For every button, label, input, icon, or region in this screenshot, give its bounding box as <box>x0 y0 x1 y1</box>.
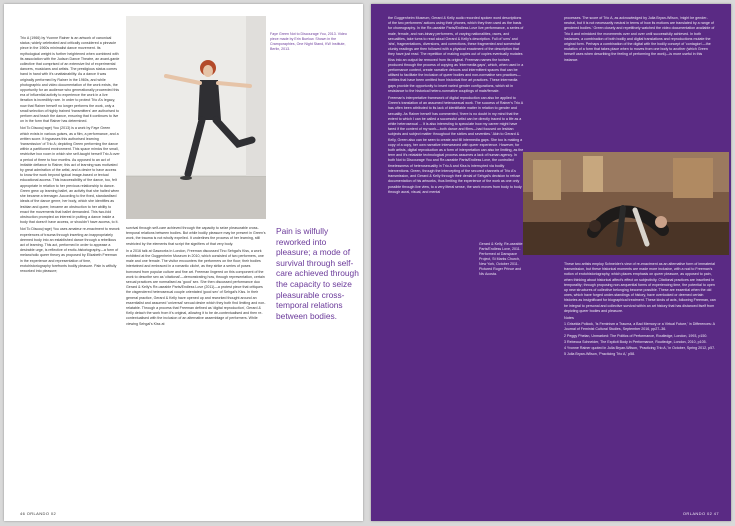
paragraph: Freeman's interpretative framework of digital reproduction can also be applied to Green's translation of an assumed heterosexual work. The success of Rainer's Trio A has often been attributed to its lack of identifiable matter in relation to gender and sexuality. As Rainer herself has commented, 'there is no doubt in my mind that the extent to which I can be called a successful artist can be directly traced to a life as a white heterosexual ... It is also interesting to speculate how my career might have fared if the content of my work—both dance and films—had focused on lesbian subjects and subject matter throughout the sixties and seventies.' Akin to Gerard & Kelly, Green also can be seen to create and fill intermedia gaps. She too is making a copy of a copy, her own narrative interweaved with queer experience. However, for both artists, digital reproduction as a form of interpretation can also be limiting, as the term and it's relatable technological process assumes a lack of human agency. In both Not to Discourage You and Re-useable Parts/Endless Love, the controlled timelessness of heterosexuality in Trio A and Kiss is interrupted via bodily interventions. Green, through the intercepting of the secured channels of Trio A's transmission, and Gerard & Kelly through their denial of Sehgal's decision to refuse documentation of his artworks, thus limiting the experience of the work as one only possible through live view, to a very literal sense, the work moves from body to body through aural, visual, and mental <box>388 96 524 194</box>
right-page <box>371 4 731 521</box>
left-text-column-1 <box>20 36 120 502</box>
note-item: 2 Peggy Phelan, Unmarked: The Politics of Performance, Routledge, London, 1993, p150. <box>564 333 708 338</box>
page-folio-left: 46 ORLANDO 02 <box>20 511 57 516</box>
note-item: 5 Julia Bryan-Wilson, 'Practicing Trio A,' p58. <box>564 352 636 357</box>
note-item: 3 Rebecca Schneider, The Explicit Body in Performance, Routledge, London, 2010, p105. <box>564 339 707 344</box>
right-text-column-2b <box>564 262 716 512</box>
note-item: 1 Griselda Pollock, 'Is Feminism a Trauma, a Bad Memory or a Virtual Future,' in Differences: A Journal of Feminist Cultural Studies, September 2016, pp27–36. <box>564 322 715 332</box>
paragraph: In a 2016 talk at Gasworks in London, Freeman discussed Tino Sehgal's Kiss, a work exhibited at the Guggenheim Museum in 2010, which consisted of two performers, one male and one female. The visitor encounters the performers on the floor; their bodies intertwined and embraced in a romantic cliché, as they strike a series of poses borrowed from popular culture and fine art. Freeman lingered on this component of the work to describe sex as 'citational'—demonstrating how, through representation, certain sexual practices are normalised as 'good' sex. She then discussed performance duo Gerard & Kelly's Re-useable Parts/Endless Love (2011)—a protest piece that critiques the cisgendered heterosexual couple orientated 'good sex' of Sehgal's Kiss. In their general practice, Gerard & Kelly have opened up and reworked thought around an essentialist and assumed 'universal' sexual desire which they both find limiting and non-relatable. Through a process that Freeman defined as 'digital reproduction', Gerard & Kelly detach the work from it's original, allowing it to be de-contextualised and then re-contextualised with the inclusion of an alternative assemblage of performers. While viewing Sehgal's Kiss at <box>126 248 266 326</box>
photo-caption: Gerard & Kelly, Re-useable Parts/Endless Love, 2011. Performed at Danspace Project, St Marks Church, New York, October 2011. Pictured Roger Prince and Niv Acosta. <box>479 242 523 276</box>
paragraph: survival through self-care achieved through the capacity to seize pleasurable cross-temporal relations between bodies. But while bodily pleasure may be present in Green's work, the trauma is not wholly expelled. It underlines the process of her learning, still restricted by the elements that script the signifiers of that very body. <box>126 226 266 246</box>
notes-heading: Notes <box>564 316 574 321</box>
paragraph: processes. The score of Trio A, as acknowledged by Julia Bryan-Wilson, 'might be gender-neutral, but it is not necessarily neutral in terms of how its motions are translated by a range of gendered bodies.' Green closely and repetitively watched the video documentation available of Trio A and mimicked the movements over and over until successfully achieved. In both instances, a combination of both bodily and digital translations and reproductions mutate the original form. Perhaps a combination of the digital with the bodily concept of 'contagion'—the mutation of a form that takes place when to moves from one body to another (which Green herself uses when describing the feeling of performing the work)—is more useful in this instance. <box>564 16 715 62</box>
left-text-column-2 <box>126 226 266 509</box>
pull-quote: Pain is wilfully reworked into pleasure; a mode of survival through self-care achieved through the capacity to seize pleasurable cross-temporal relations between bodies. <box>276 226 359 321</box>
note-item: 4 Yvonne Rainer quoted in Julia Bryan-Wilson, 'Practicing Trio A,' in October, Spring 2012, p57. <box>564 346 716 351</box>
paragraph: Not To Discou(rage) You (2013) is a work by Faye Green which exists in various guises, as a film, a performance, and a written score. It bypasses this authorised learning 'transmission' of Trio A; depicting Green performing the dance within a partitioned environment. This space mimics the small, restrictive box room in which she self-taught herself Trio A over a period of three to four months. As opposed to an act of imitable defiance to Rainer, this act of learning was motivated by great admiration of the artist, and a desire to have access to know the work beyond typical image-based or textual educational access. This inaccessibility of the dance, too, felt appropriate in relation to her previous relationship to dance. Green grew up learning ballet, an activity that she halted when she became a teenager. According to the fixed, standardised ideals of the dance genre, her body, which she identifies as lesbian and queer, became an obstruction to her ability to enact the movements that ballet demanded. This two-fold obstruction prompted an interest in putting a dance inside a body that doesn't have access, or shouldn't have access, to it. <box>20 126 120 225</box>
left-page <box>4 4 363 521</box>
paragraph: Trio A (1966) by Yvonne Rainer is an artwork of canonical status; widely celebrated and critically considered a pinnacle piece in the 1960s minimalist dance movement. Its mythological weight is further heightened when combined with its association with the Judson Dance Theatre, an avant-garde collective that comprised of an extensive list of experimental dancers, musicians and artists. The prestigious status comes hand in hand with it's unattainability. As a dance it was originally performed by Rainer in the 1960s, and while photographic and video documentation of the work exists, the opportunity for an audience who generationally proceeded this era of influential activity to experience the work in a live iteration is incredibly rare. In order to protect Trio A's legacy, now that Rainer herself no longer performs the work, only a small selection of highly trained 'transmitters' are authorised to perform and teach the dance, ensuring that it continues to live on in the form that Rainer has determined. <box>20 36 120 124</box>
page-folio-right: ORLANDO 02 47 <box>682 511 719 516</box>
photo-caption: Faye Green Not to Discourage You, 2013. Video piece made by Erin Buelow. Shown in the Cramporaphies, One Night Stand, KW Institute, Berlin, 2013. <box>270 32 347 51</box>
paragraph: the Guggenheim Museum, Gerard & Kelly audio recorded spoken word descriptions of the two performers' actions using their phones, which they then used as the basis for choreography. In the Re-useable Parts/Endless Love live performance, a series of male, female, and non-binary performers, of varying nationalities, races, and sexualities, take turns to read aloud Gerard & Kelly's description. Full of 'ums' and 'ahs', fragmentations, diversions, and corrections, these fragmented and somewhat clunky readings are then followed with a physical enactment of the description that they have just read. The repetition of making copies out of copies eventually mutates Kiss into an output far removed from its original. Freeman names the toxises produced through the process of copying as 'intermedia gaps', which, when used in a performance context, create narrative detours and intermittent spaces that can be utilised to facilitate the inclusion of queer bodies and non-normative sex practices—entities that have been omitted from historical fine art practices. These intermedia gaps provide the opportunity to insert varied gender configurations, which sit in resistance to the historical hetero-normative couplings of male/female. <box>388 16 524 93</box>
performance-photo <box>523 152 729 255</box>
paragraph: Not To Discou(rage) You uses amateur re-enactment to rework experiences of trauma through inserting an inappropriately deemed body into an established dance through a rebellious act of learning. This act, performed in order to appease a desirable urge, is reflective of erotic-historiography—a form of melancholic queer theory as proposed by Elizabeth Freeman in the experience and representation of time, erotohistoriography forefronts bodily pleasure. Pain is wilfully reworked into pleasure; <box>20 227 120 273</box>
paragraph: These two artists employ Schneider's view of re-enactment as an alternative form of immaterial transmission, but these historical moments are made more inclusive, with a nod to Freeman's notion of erotohistoriography, which places emphasis on queer pleasure, as opposed to pain, when thinking about historical affect's effect on subjectivity. Citational practices are inscribed in temporality; through proposing non-sequential forms of experiencing time, the potential to open up new structures of collective belonging become possible. These are essential when the old ones, which have forged under-standings of history, have overlooked or deemed certain histories as insignificant for biographical treatment. These kinds of acts, following Freeman, can be integral to personal and collective survival within an art history that has distanced itself from depicting queer bodies and pleasure. <box>564 262 716 313</box>
dance-photo <box>126 16 266 219</box>
right-text-column-2 <box>564 16 716 152</box>
